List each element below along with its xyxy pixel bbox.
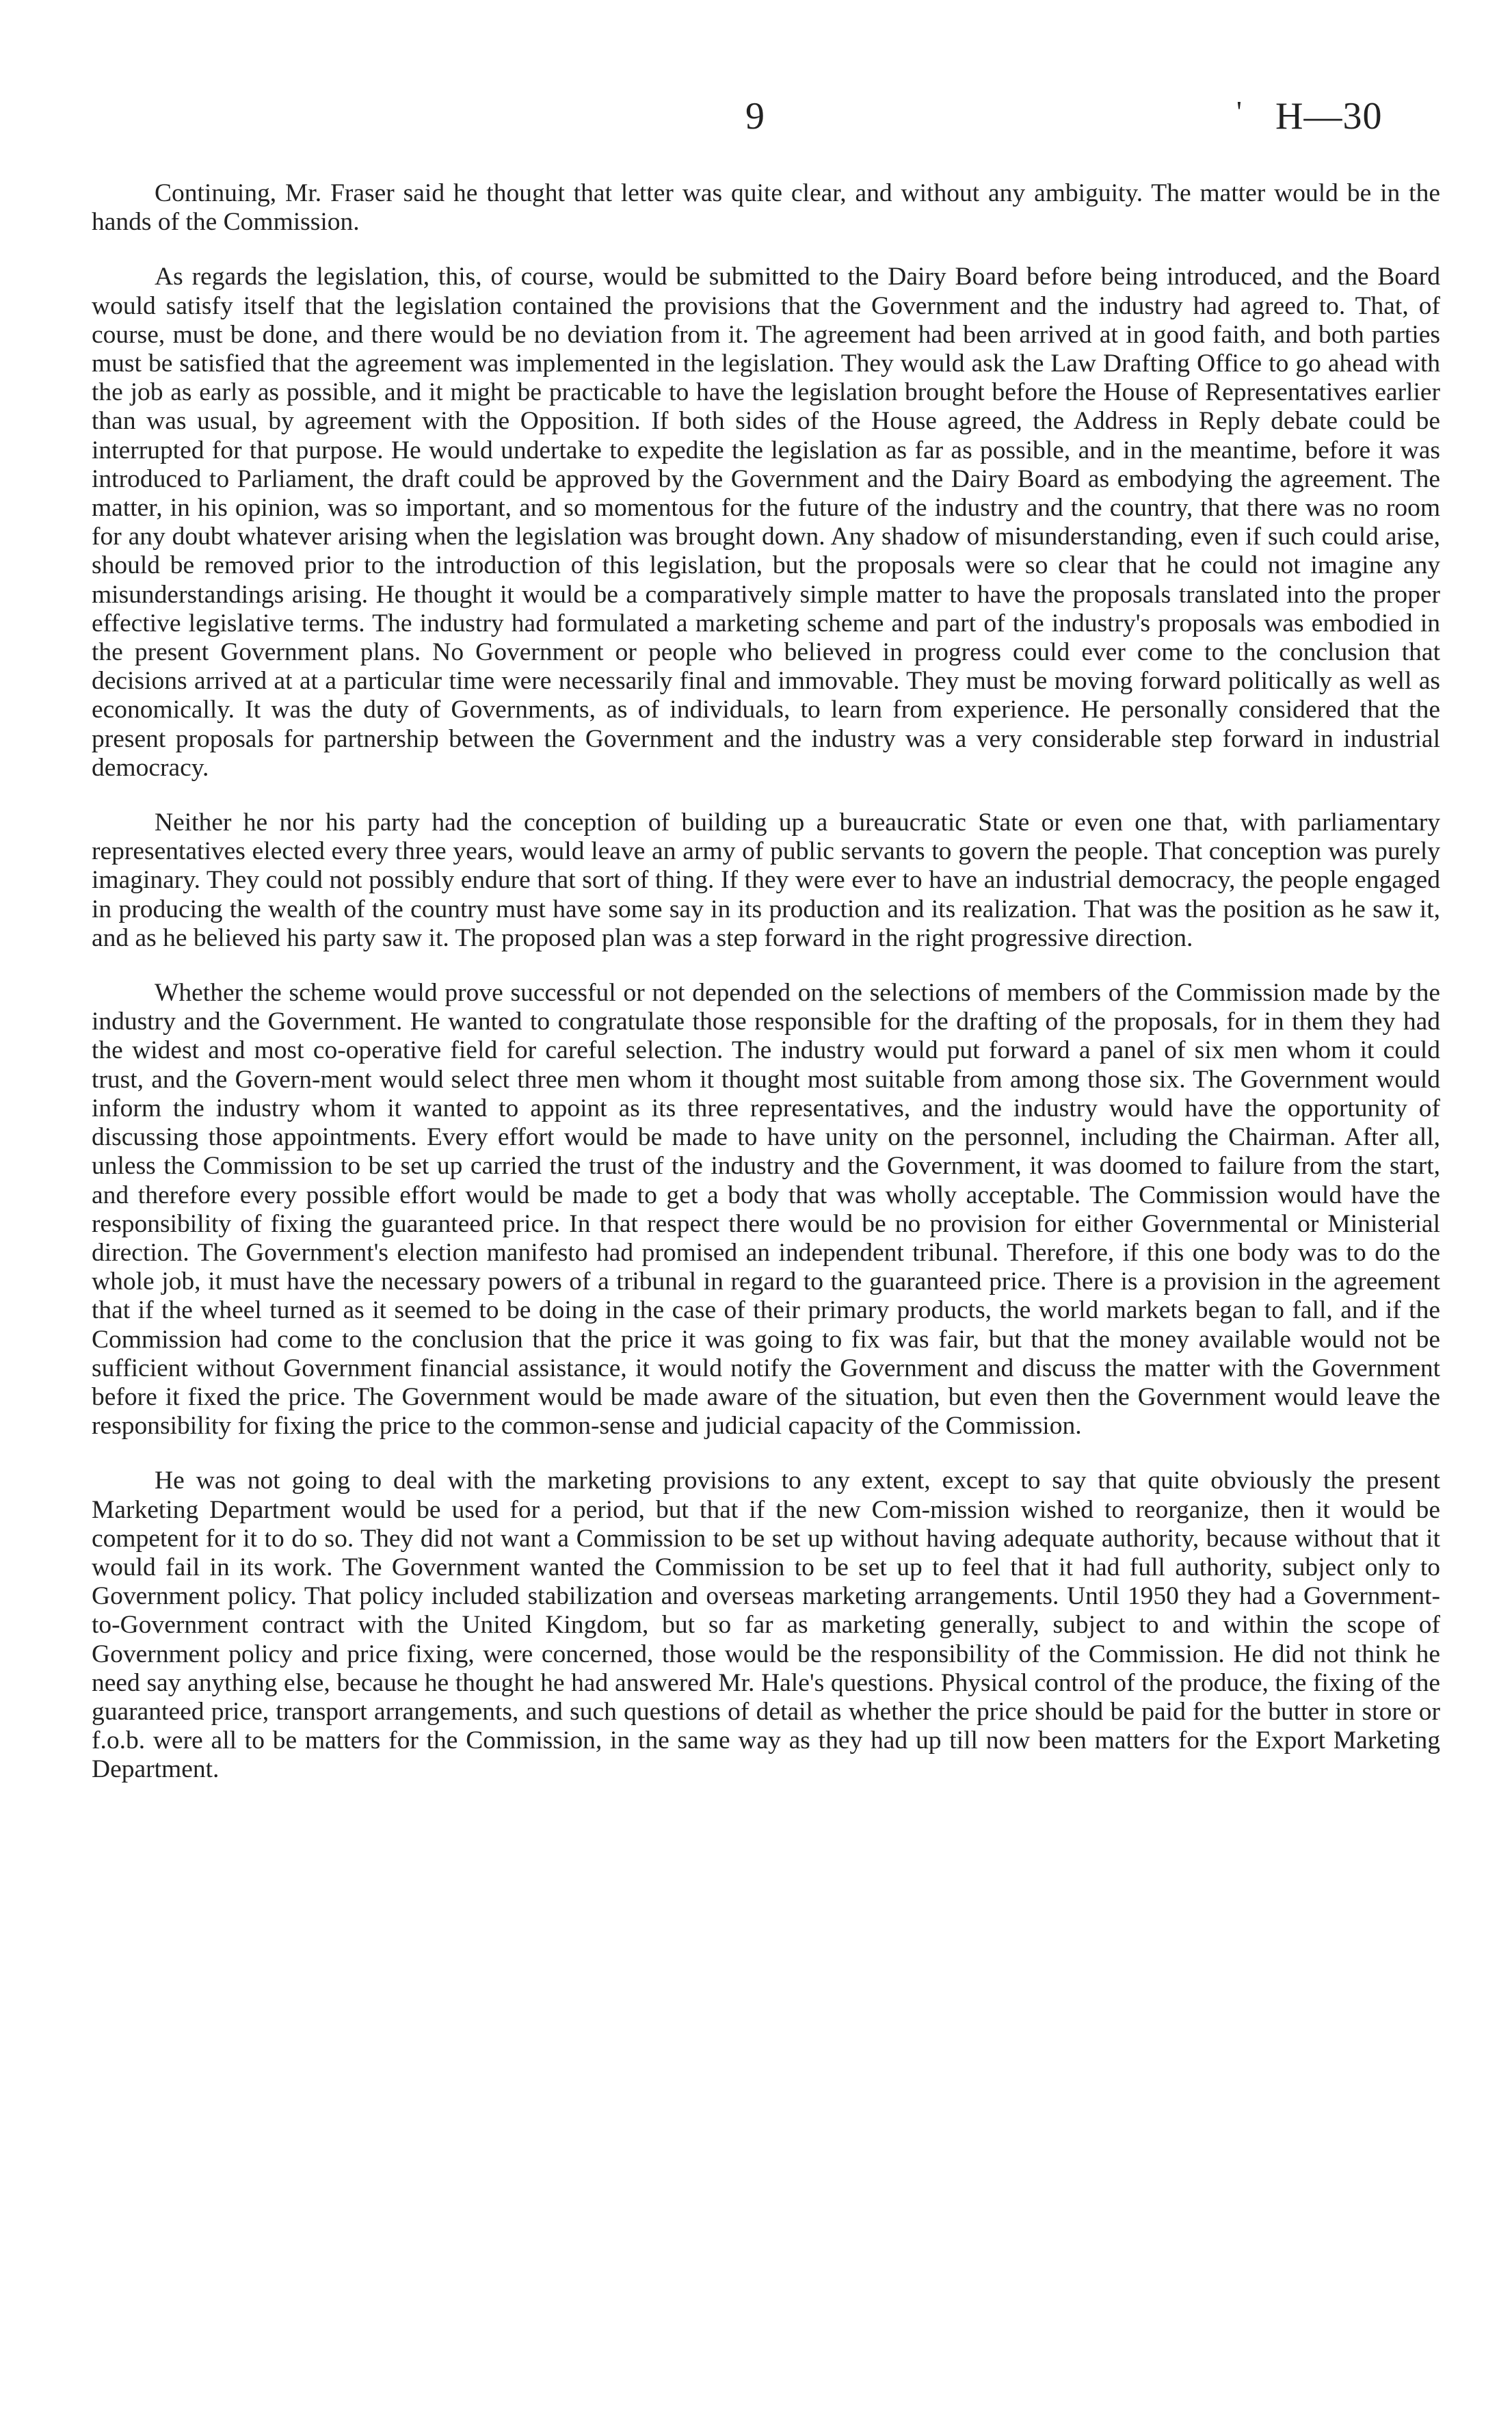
paragraph-2: As regards the legislation, this, of course, would be submitted to the Dairy Board before being introduced, and the Board would satisfy itself that the legislation contained the provisions that the Government and the industry had agreed to. That, of course, must be done, and there would be no deviation from it. The agreement had been arrived at in good faith, and both parties must be satisfied that the agreement was implemented in the legislation. They would ask the Law Drafting Office to go ahead with the job as early as possible, and it might be practicable to have the legislation brought before the House of Representatives earlier than was usual, by agreement with the Opposition. If both sides of the House agreed, the Address in Reply debate could be interrupted for that purpose. He would undertake to expedite the legislation as far as possible, and in the meantime, before it was introduced to Parliament, the draft could be approved by the Government and the Dairy Board as embodying the agreement. The matter, in his opinion, was so important, and so momentous for the future of the industry and the country, that there was no room for any doubt whatever arising when the legislation was brought down. Any shadow of misunderstanding, even if such could arise, should be removed prior to the introduction of this legislation, but the proposals were so clear that he could not imagine any misunderstandings arising. He thought it would be a comparatively simple matter to have the proposals translated into the proper effective legislative terms. The industry had formulated a marketing scheme and part of the industry's proposals was embodied in the present Government plans. No Government or people who believed in progress could ever come to the conclusion that decisions arrived at at a particular time were necessarily final and immovable. They must be moving forward politically as well as economically. It was the duty of Governments, as of individuals, to learn from experience. He personally considered that the present proposals for partnership between the Government and the industry was a very considerable step forward in industrial democracy. <box>92 263 1440 782</box>
document-reference: H—30 <box>1275 95 1383 137</box>
paragraph-3: Neither he nor his party had the conception of building up a bureaucratic State or even one that, with parliamentary representatives elected every three years, would leave an army of public servants to govern the people. That conception was purely imaginary. They could not possibly endure that sort of thing. If they were ever to have an industrial democracy, the people engaged in producing the wealth of the country must have some say in its production and its realization. That was the position as he saw it, and as he believed his party saw it. The proposed plan was a step forward in the right progressive direction. <box>92 809 1440 952</box>
header-mark: ' <box>1236 95 1242 129</box>
body-text <box>92 179 1440 1811</box>
page-header <box>0 89 1512 144</box>
paragraph-5: He was not going to deal with the marketing provisions to any extent, except to say that quite obviously the present Marketing Department would be used for a period, but that if the new Com-mission wished to reorganize, then it would be competent for it to do so. They did not want a Commission to be set up without having adequate authority, because without that it would fail in its work. The Government wanted the Commission to be set up to feel that it had full authority, subject only to Government policy. That policy included stabilization and overseas marketing arrangements. Until 1950 they had a Government-to-Government contract with the United Kingdom, but so far as marketing generally, subject to and within the scope of Government policy and price fixing, were concerned, those would be the responsibility of the Commission. He did not think he need say anything else, because he thought he had answered Mr. Hale's questions. Physical control of the produce, the fixing of the guaranteed price, transport arrangements, and such questions of detail as whether the price should be paid for the butter in store or f.o.b. were all to be matters for the Commission, in the same way as they had up till now been matters for the Export Marketing Department. <box>92 1467 1440 1784</box>
paragraph-1: Continuing, Mr. Fraser said he thought that letter was quite clear, and without any ambiguity. The matter would be in the hands of the Commission. <box>92 179 1440 237</box>
paragraph-4: Whether the scheme would prove successful or not depended on the selections of members of the Commission made by the industry and the Government. He wanted to congratulate those responsible for the drafting of the proposals, for in them they had the widest and most co-operative field for careful selection. The industry would put forward a panel of six men whom it could trust, and the Govern-ment would select three men whom it thought most suitable from among those six. The Government would inform the industry whom it wanted to appoint as its three representatives, and the industry would have the opportunity of discussing those appointments. Every effort would be made to have unity on the personnel, including the Chairman. After all, unless the Commission to be set up carried the trust of the industry and the Government, it was doomed to failure from the start, and therefore every possible effort would be made to get a body that was wholly acceptable. The Commission would have the responsibility of fixing the guaranteed price. In that respect there would be no provision for either Governmental or Ministerial direction. The Government's election manifesto had promised an independent tribunal. Therefore, if this one body was to do the whole job, it must have the necessary powers of a tribunal in regard to the guaranteed price. There is a provision in the agreement that if the wheel turned as it seemed to be doing in the case of their primary products, the world markets began to fall, and if the Commission had come to the conclusion that the price it was going to fix was fair, but that the money available would not be sufficient without Government financial assistance, it would notify the Government and discuss the matter with the Government before it fixed the price. The Government would be made aware of the situation, but even then the Government would leave the responsibility for fixing the price to the common-sense and judicial capacity of the Commission. <box>92 979 1440 1441</box>
page-number: 9 <box>745 95 765 137</box>
